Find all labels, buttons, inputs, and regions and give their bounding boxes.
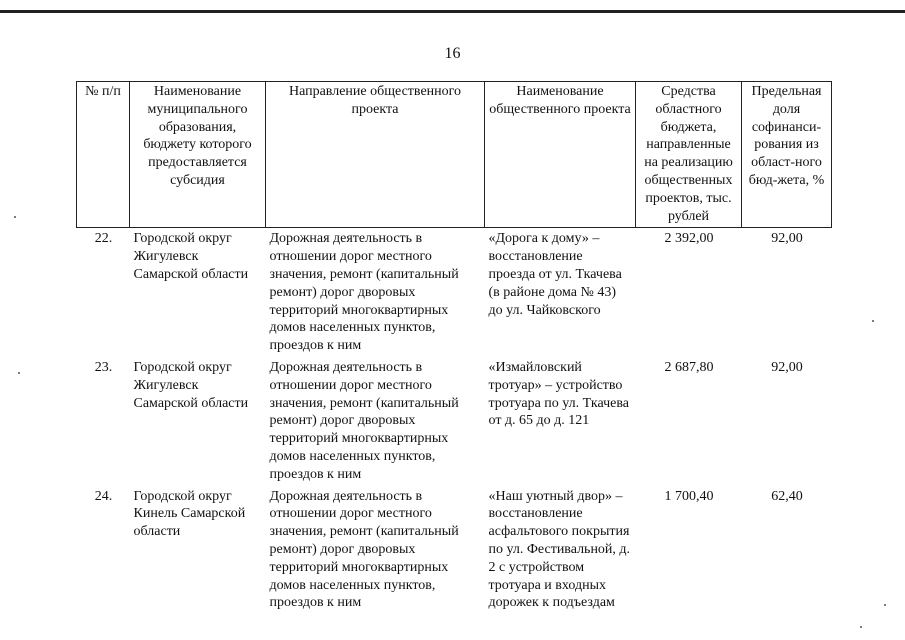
row-share: 92,00 [771, 359, 803, 375]
header-municipality: Наименование муниципального образования, бюджету которого предоставляется субсидия [130, 82, 266, 228]
scan-speck [872, 320, 874, 322]
row-number: 24. [94, 488, 113, 504]
table-row [77, 228, 832, 357]
table-header-row [77, 82, 832, 228]
row-municipality: Городской округ Жигулевск Самарской области [133, 359, 249, 411]
row-project: «Наш уютный двор» – восстановление асфальтового покрытия по ул. Фестивальной, д. 2 с устройством тротуара и входных дорожек к подъездам [488, 488, 631, 611]
header-funds: Средства областного бюджета, направленные на реализацию общественных проектов, тыс. рублей [636, 82, 742, 228]
row-funds: 2 392,00 [664, 231, 714, 247]
table-row [77, 357, 832, 486]
header-num: № п/п [77, 82, 130, 228]
scan-speck [884, 604, 886, 606]
row-direction: Дорожная деятельность в отношении дорог местного значения, ремонт (капитальный ремонт) дорог дворовых территорий многоквартирных домов населенных пунктов, проездов к ним [269, 488, 459, 611]
row-municipality: Городской округ Жигулевск Самарской области [133, 231, 249, 282]
table-row [77, 486, 832, 630]
top-border-line [0, 10, 905, 13]
page-number: 16 [444, 45, 461, 62]
row-number: 23. [94, 359, 113, 375]
row-direction: Дорожная деятельность в отношении дорог местного значения, ремонт (капитальный ремонт) дорог дворовых территорий многоквартирных домов населенных пунктов, проездов к ним [269, 359, 459, 482]
row-share: 62,40 [771, 488, 803, 504]
header-direction: Направление общественного проекта [266, 82, 485, 228]
row-project: «Измайловский тротуар» – устройство тротуара по ул. Ткачева от д. 65 до д. 121 [488, 359, 629, 429]
row-share: 92,00 [771, 231, 803, 247]
row-funds: 1 700,40 [664, 488, 714, 504]
row-direction: Дорожная деятельность в отношении дорог местного значения, ремонт (капитальный ремонт) дорог дворовых территорий многоквартирных домов населенных пунктов, проездов к ним [269, 231, 459, 354]
scan-speck [860, 626, 862, 628]
scan-speck [18, 372, 20, 374]
header-project: Наименование общественного проекта [485, 82, 636, 228]
row-municipality: Городской округ Кинель Самарской области [133, 488, 246, 540]
row-project: «Дорога к дому» – восстановление проезда от ул. Ткачева (в районе дома № 43) до ул. Чайковского [488, 231, 622, 318]
subsidy-table [76, 81, 832, 630]
row-number: 22. [94, 231, 113, 247]
header-share: Предельная доля софинанси-рования из област-ного бюд-жета, % [742, 82, 832, 228]
scan-speck [14, 216, 16, 218]
row-funds: 2 687,80 [664, 359, 714, 375]
